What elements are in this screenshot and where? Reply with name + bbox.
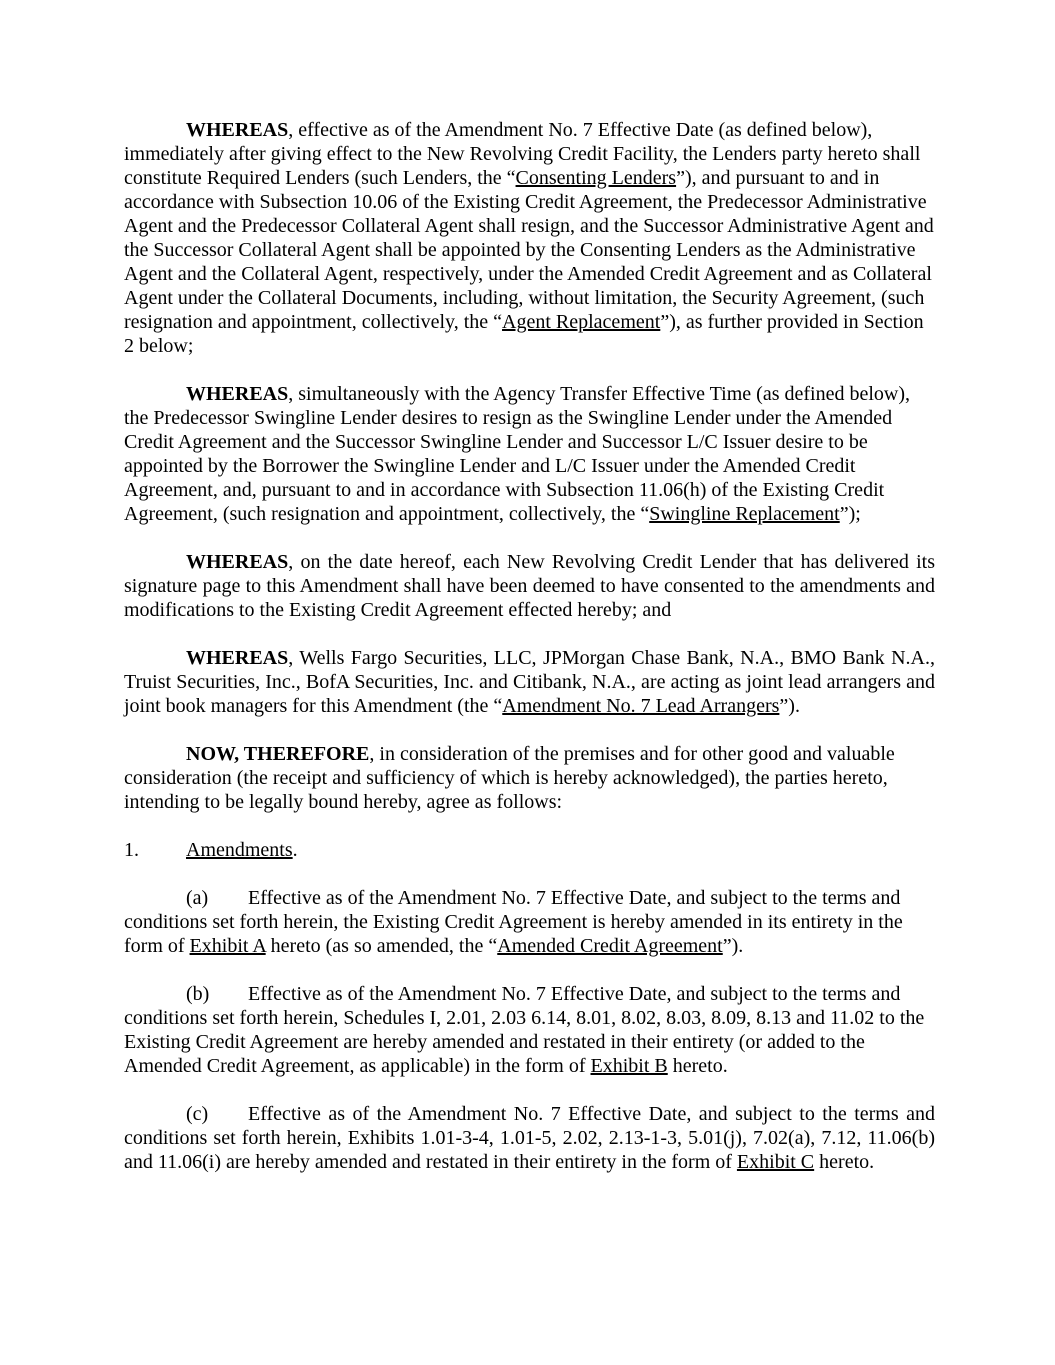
text-run: ”), as further provided in Section 2 below; (124, 311, 924, 357)
text-run: Effective as of the Amendment No. 7 Effective Date, and subject to the terms and conditions set forth herein, Schedules I, 2.01, 2.03 6.14, 8.01, 8.02, 8.03, 8.09, 8.13 and 11.02 to the Existing Credit Agreement are hereby amended and restated in their entirety (or added to the Amended Credit Agreement, as applicable) in the form of (124, 983, 925, 1077)
text-run: WHEREAS (186, 647, 289, 669)
text-run: Effective as of the Amendment No. 7 Effective Date, and subject to the terms and conditions set forth herein, Exhibits 1.01-3-4, 1.01-5, 2.02, 2.13-1-3, 5.01(j), 7.02(a), 7.12, 11.06(b) and 11.06(i) are hereby amended and restated in their entirety in the form of (124, 1103, 935, 1173)
item-b-paragraph (124, 982, 935, 1078)
text-run: NOW, THEREFORE (186, 743, 370, 765)
text-run: Agent Replacement (502, 311, 661, 333)
whereas-lead-arrangers-paragraph (124, 646, 935, 718)
text-run: , in consideration of the premises and for other good and valuable consideration (the receipt and sufficiency of which is hereby acknowledged), the parties hereto, intending to be legally bound hereby, agree as follows: (124, 743, 895, 813)
text-run: Exhibit C (736, 1151, 815, 1173)
text-run: Amendment No. 7 Lead Arrangers (502, 695, 780, 717)
section-1-amendments-heading (124, 838, 935, 862)
text-run: ”). (722, 935, 744, 957)
item-a-paragraph (124, 886, 935, 958)
section-number: 1. (124, 839, 139, 861)
text-run: ”). (779, 695, 800, 717)
now-therefore-paragraph (124, 742, 935, 814)
item-c-paragraph (124, 1102, 935, 1174)
text-run: , simultaneously with the Agency Transfer Effective Time (as defined below), the Predecessor Swingline Lender desires to resign as the Swingline Lender under the Amended Credit Agreement and the Successor Swingline Lender and Successor L/C Issuer desire to be appointed by the Borrower the Swingline Lender and L/C Issuer under the Amended Credit Agreement, and, pursuant to and in accordance with Subsection 11.06(h) of the Existing Credit Agreement, (such resignation and appointment, collectively, the “ (124, 383, 910, 525)
text-run: , Wells Fargo Securities, LLC, JPMorgan Chase Bank, N.A., BMO Bank N.A., Truist Securities, Inc., BofA Securities, Inc. and Citibank, N.A., are acting as joint lead arrangers and joint book managers for this Amendment (the “ (124, 647, 935, 717)
item-marker-a: (a) (186, 887, 209, 909)
text-run: ”); (839, 503, 861, 525)
text-run: Effective as of the Amendment No. 7 Effective Date, and subject to the terms and conditions set forth herein, the Existing Credit Agreement is hereby amended in its entirety in the form of (124, 887, 903, 957)
text-run: Consenting Lenders (515, 167, 677, 189)
text-run: hereto (as so amended, the “ (265, 935, 498, 957)
item-marker-b: (b) (186, 983, 210, 1005)
text-run: Amendments (186, 839, 293, 861)
document-body (124, 118, 935, 1174)
text-run: Swingline Replacement (649, 503, 840, 525)
text-run: WHEREAS (186, 119, 289, 141)
text-run: hereto. (814, 1151, 875, 1173)
whereas-new-revolving-credit-lender-paragraph (124, 550, 935, 622)
text-run: . (292, 839, 298, 861)
text-run: Amended Credit Agreement (497, 935, 723, 957)
text-run: hereto. (667, 1055, 728, 1077)
text-run: WHEREAS (186, 383, 289, 405)
text-run: , effective as of the Amendment No. 7 Effective Date (as defined below), immediately after giving effect to the New Revolving Credit Facility, the Lenders party hereto shall constitute Required Lenders (such Lenders, the “ (124, 119, 921, 189)
text-run: , on the date hereof, each New Revolving Credit Lender that has delivered its signature page to this Amendment shall have been deemed to have consented to the amendments and modifications to the Existing Credit Agreement effected hereby; and (124, 551, 935, 621)
text-run: WHEREAS (186, 551, 289, 573)
text-run: Exhibit B (590, 1055, 668, 1077)
whereas-swingline-replacement-paragraph (124, 382, 935, 526)
whereas-consenting-lenders-paragraph (124, 118, 935, 358)
text-run: ”), and pursuant to and in accordance with Subsection 10.06 of the Existing Credit Agreement, the Predecessor Administrative Agent and the Predecessor Collateral Agent shall resign, and the Successor Administrative Agent and the Successor Collateral Agent shall be appointed by the Consenting Lenders as the Administrative Agent and the Collateral Agent, respectively, under the Amended Credit Agreement and as Collateral Agent under the Collateral Documents, including, without limitation, the Security Agreement, (such resignation and appointment, collectively, the “ (124, 167, 934, 333)
item-marker-c: (c) (186, 1103, 209, 1125)
text-run: Exhibit A (189, 935, 266, 957)
